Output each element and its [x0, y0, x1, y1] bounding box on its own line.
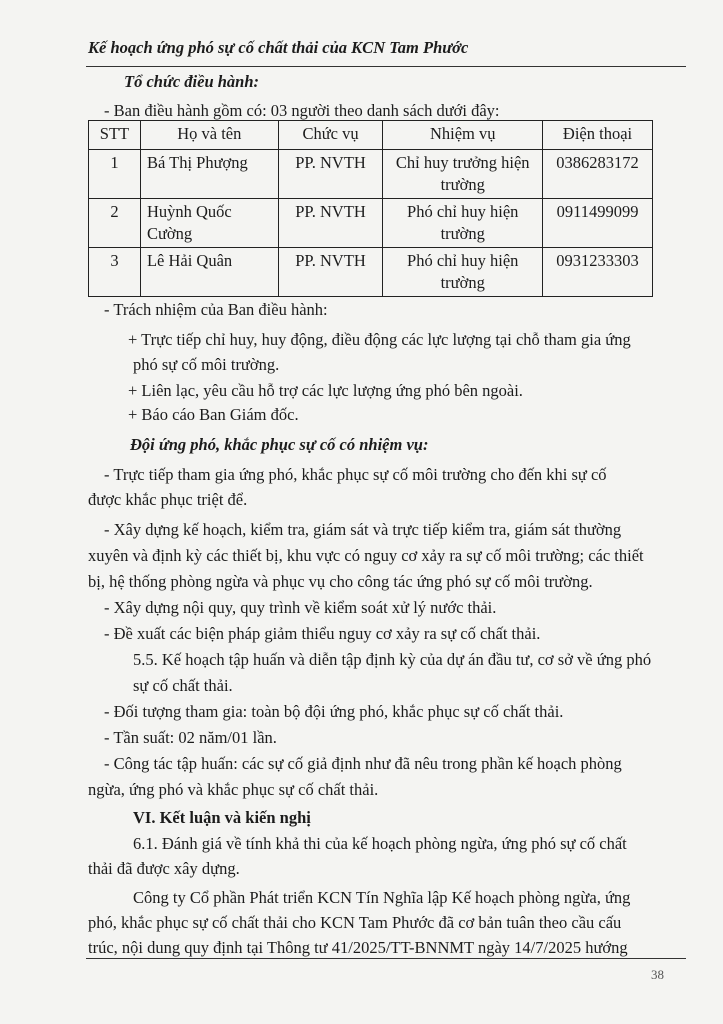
- bullet-continuation: phó sự cố môi trường.: [133, 355, 280, 374]
- page-number: 38: [651, 967, 664, 982]
- dash-item: - Xây dựng nội quy, quy trình về kiểm soát xử lý nước thải.: [104, 598, 497, 617]
- paragraph-continuation: phó, khắc phục sự cố chất thải cho KCN Tam Phước đã cơ bản tuân theo cầu cấu: [88, 913, 622, 932]
- paragraph-continuation: được khắc phục triệt để.: [88, 490, 248, 509]
- dash-item: - Đề xuất các biện pháp giảm thiểu nguy cơ xảy ra sự cố chất thải.: [104, 624, 541, 643]
- paragraph-continuation: thải đã được xây dựng.: [88, 859, 240, 878]
- header-divider: [86, 66, 686, 67]
- table-row: [89, 199, 653, 248]
- column-header-duty: Nhiệm vụ: [383, 121, 543, 150]
- dash-item: - Trực tiếp tham gia ứng phó, khắc phục sự cố môi trường cho đến khi sự cố: [104, 465, 607, 484]
- running-header-title: Kế hoạch ứng phó sự cố chất thải của KCN Tam Phước: [88, 38, 469, 57]
- board-responsibility-label: - Trách nhiệm của Ban điều hành:: [104, 300, 328, 319]
- column-header-phone: Điện thoại: [543, 121, 653, 150]
- table-header-row: [89, 121, 653, 150]
- cell-position: PP. NVTH: [278, 150, 383, 199]
- cell-phone: 0911499099: [543, 199, 653, 248]
- dash-item: - Công tác tập huấn: các sự cố giả định như đã nêu trong phần kế hoạch phòng: [104, 754, 622, 773]
- cell-position: PP. NVTH: [278, 248, 383, 297]
- paragraph-continuation: bị, hệ thống phòng ngừa và phục vụ cho công tác ứng phó sự cố môi trường.: [88, 572, 593, 591]
- paragraph-continuation: xuyên và định kỳ các thiết bị, khu vực có nguy cơ xảy ra sự cố môi trường; các thiết: [88, 546, 644, 565]
- cell-name: Bá Thị Phượng: [140, 150, 278, 199]
- dash-item: - Tần suất: 02 năm/01 lần.: [104, 728, 277, 747]
- table-row: [89, 150, 653, 199]
- cell-stt: 2: [89, 199, 141, 248]
- conclusion-paragraph: Công ty Cổ phần Phát triển KCN Tín Nghĩa lập Kế hoạch phòng ngừa, ứng: [133, 888, 631, 907]
- cell-stt: 1: [89, 150, 141, 199]
- dash-item: - Đối tượng tham gia: toàn bộ đội ứng phó, khắc phục sự cố chất thải.: [104, 702, 564, 721]
- bullet-item: + Báo cáo Ban Giám đốc.: [128, 405, 299, 424]
- column-header-name: Họ và tên: [140, 121, 278, 150]
- team-intro-text: - Ban điều hành gồm có: 03 người theo danh sách dưới đây:: [104, 101, 500, 120]
- section-heading-organization: Tổ chức điều hành:: [124, 72, 260, 91]
- cell-name: Huỳnh Quốc Cường: [140, 199, 278, 248]
- subsection-5-5: 5.5. Kế hoạch tập huấn và diễn tập định kỳ của dự án đầu tư, cơ sở về ứng phó: [133, 650, 652, 669]
- paragraph-continuation: sự cố chất thải.: [133, 676, 233, 695]
- cell-duty: Phó chỉ huy hiện trường: [383, 199, 543, 248]
- subsection-6-1: 6.1. Đánh giá về tính khả thi của kế hoạch phòng ngừa, ứng phó sự cố chất: [133, 834, 627, 853]
- column-header-stt: STT: [89, 121, 141, 150]
- paragraph-continuation: ngừa, ứng phó và khắc phục sự cố chất thải.: [88, 780, 379, 799]
- bullet-item: + Liên lạc, yêu cầu hỗ trợ các lực lượng ứng phó bên ngoài.: [128, 381, 523, 400]
- cell-duty: Chỉ huy trưởng hiện trường: [383, 150, 543, 199]
- footer-divider: [86, 958, 686, 959]
- cell-phone: 0386283172: [543, 150, 653, 199]
- dash-item: - Xây dựng kế hoạch, kiểm tra, giám sát và trực tiếp kiểm tra, giám sát thường: [104, 520, 622, 539]
- table-row: [89, 248, 653, 297]
- cell-stt: 3: [89, 248, 141, 297]
- section-heading-conclusion: VI. Kết luận và kiến nghị: [133, 808, 311, 827]
- cell-position: PP. NVTH: [278, 199, 383, 248]
- cell-duty: Phó chỉ huy hiện trường: [383, 248, 543, 297]
- paragraph-continuation: trúc, nội dung quy định tại Thông tư 41/2025/TT-BNNMT ngày 14/7/2025 hướng: [88, 938, 628, 957]
- cell-name: Lê Hải Quân: [140, 248, 278, 297]
- section-heading-response-team: Đội ứng phó, khắc phục sự cố có nhiệm vụ:: [130, 435, 429, 454]
- bullet-item: + Trực tiếp chỉ huy, huy động, điều động các lực lượng tại chỗ tham gia ứng: [128, 330, 631, 349]
- cell-phone: 0931233303: [543, 248, 653, 297]
- column-header-position: Chức vụ: [278, 121, 383, 150]
- management-board-table: [88, 120, 653, 297]
